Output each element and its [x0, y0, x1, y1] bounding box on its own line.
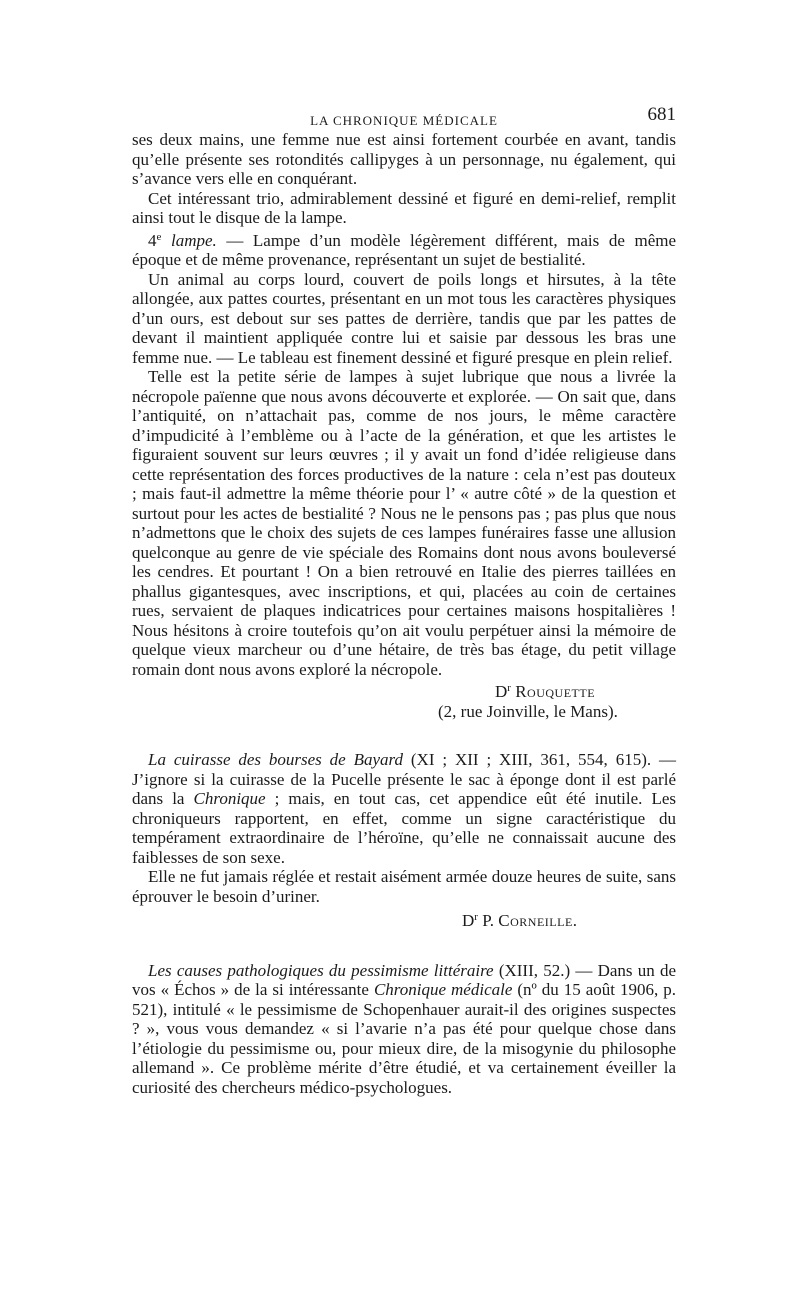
signature-initial: P.	[482, 911, 495, 930]
entry-reference: (XIII, 52.) — Dans un de vos « Échos » de la si intéressante	[132, 960, 676, 999]
entry-title: Les causes pathologiques du pessimisme littéraire	[148, 960, 494, 980]
page-number: 681	[647, 104, 676, 125]
signature-title-sup: r	[474, 911, 478, 923]
paragraph-trio: Cet intéressant trio, admirablement dessiné et figuré en demi-relief, remplit ainsi tout le disque de la lampe.	[132, 188, 676, 227]
lamp-number: 4	[148, 230, 157, 250]
signature-address: (2, rue Joinville, le Mans).	[438, 701, 618, 721]
signature-name: Rouquette	[515, 682, 596, 701]
signature-rouquette	[132, 679, 676, 702]
section-gap	[132, 721, 676, 750]
entry-bayard-heading	[132, 750, 676, 867]
paragraph-fourth-lamp	[132, 228, 676, 270]
journal-title: LA CHRONIQUE MÉDICALE	[310, 113, 498, 128]
signature-title-sup: r	[507, 682, 511, 694]
signature-title: D	[495, 682, 508, 701]
lamp-description: — Lampe d’un modèle légèrement différent, mais de même époque et de même provenance, représentant un sujet de bestialité.	[132, 230, 677, 269]
section-gap	[132, 931, 676, 961]
paragraph-series: Telle est la petite série de lampes à sujet lubrique que nous a livrée la nécropole païenne que nous avons découverte et explorée. — On sait que, dans l’antiquité, on n’attachait pas, comme de nos jours, le même caractère d’impudicité à l’emblème ou à l’acte de la génération, et que les artistes le figuraient souvent sur leurs œuvres ; il y avait un fond d’idée religieuse dans cette représentation des forces productives de la nature : cela n’est pas douteux ; mais faut-il admettre la même théorie pour l’ « autre côté » de la question et surtout pour les actes de bestialité ? Nous ne le pensons pas ; pas plus que nous n’admettons que le choix des sujets de ces lampes funéraires fasse une allusion quelconque au genre de vie spéciale des Romains dont nous avons bouleversé les cendres. Et pourtant ! On a bien retrouvé en Italie des pierres taillées en phallus gigantesques, avec inscriptions, et qui, placées au coin de certaines rues, servaient de plaques indicatrices pour certaines maisons hospitalières ! Nous hésitons à croire toutefois qu’on ait voulu perpétuer ainsi la mémoire de quelque vieux marcheur ou d’une hétaire, de très bas étage, du petit village romain dont nous avons exploré la nécropole.	[132, 367, 676, 679]
entry-text: (nº du 15 août 1906, p. 521), intitulé « le pessimisme de Schopenhauer aurait-il des origines suspectes ? », vous vous demandez « si l’avarie n’a pas été pour quelque chose dans l’étiologie du pessimisme ou, pour mieux dire, de la misogynie du philosophe allemand ». Ce problème mérite d’être étudié, et va certainement éveiller la curiosité des chercheurs médico-psychologues.	[132, 980, 677, 1097]
journal-name: Chronique	[193, 789, 266, 808]
entry-title: La cuirasse des bourses de Bayard	[148, 750, 404, 769]
entry-pessimism	[132, 961, 676, 1098]
entry-text-rest: ; mais, en tout cas, cet appendice eût été inutile. Les chroniqueurs rapportent, en effet, comme un signe caractéristique du tempérament extraordinaire de l’héroïne, qu’elle ne connaissait aucune des faiblesses de son sexe.	[132, 789, 676, 867]
signature-corneille	[132, 908, 676, 931]
entry-text: — J’ignore si la cuirasse de la Pucelle présente le sac à éponge dont il est parlé dans la	[132, 750, 676, 808]
lamp-label: lampe.	[170, 230, 217, 250]
paragraph-animal: Un animal au corps lourd, couvert de poils longs et hirsutes, à la tête allongée, aux pattes courtes, présentant en un mot tous les caractères physiques d’un ours, est debout sur ses pattes de derrière, tandis que par les pattes de devant il maintient appliquée contre lui et saisie par dessous les bras une femme nue. — Le tableau est finement dessiné et figuré presque en plein relief.	[132, 269, 676, 367]
lamp-number-suffix: e	[156, 230, 162, 243]
document-page	[132, 104, 676, 1097]
signature-name: Corneille.	[498, 911, 578, 930]
signature-title: D	[462, 911, 475, 930]
paragraph-bayard-2: Elle ne fut jamais réglée et restait aisément armée douze heures de suite, sans éprouver le besoin d’uriner.	[132, 867, 676, 906]
journal-name: Chronique médicale	[373, 980, 513, 999]
paragraph-continued: ses deux mains, une femme nue est ainsi fortement courbée en avant, tandis qu’elle présente ses rotondités callipyges à un personnage, nu également, qui s’avance vers elle en conquérant.	[132, 130, 676, 188]
running-head	[132, 104, 676, 130]
entry-reference: (XI ; XII ; XIII, 361, 554, 615).	[403, 750, 652, 769]
